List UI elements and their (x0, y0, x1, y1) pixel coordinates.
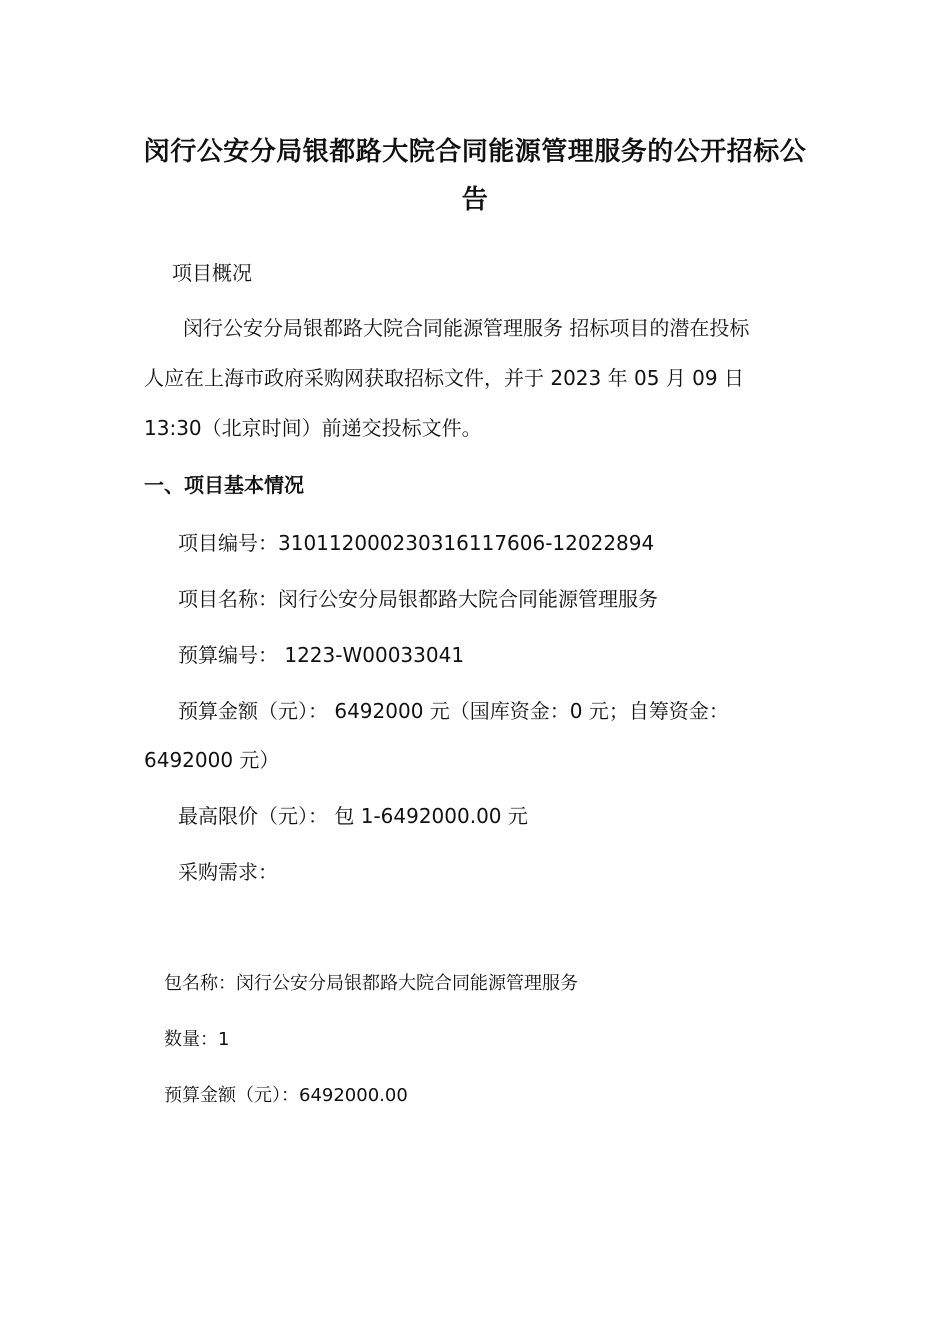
section-heading-basic-info: 一、项目基本情况 (144, 473, 304, 497)
overview-paragraph-line-1: 闵行公安分局银都路大院合同能源管理服务 招标项目的潜在投标 (183, 316, 750, 340)
package-quantity: 数量：1 (164, 1029, 230, 1050)
overview-heading: 项目概况 (172, 261, 252, 285)
budget-amount-line-2: 6492000 元） (144, 748, 280, 772)
project-name: 项目名称：闵行公安分局银都路大院合同能源管理服务 (178, 587, 658, 611)
budget-number: 预算编号： 1223-W00033041 (178, 643, 465, 667)
overview-paragraph-line-2: 人应在上海市政府采购网获取招标文件，并于 2023 年 05 月 09 日 (144, 366, 744, 390)
budget-amount-line-1: 预算金额（元）： 6492000 元（国库资金：0 元；自筹资金： (178, 699, 729, 723)
overview-paragraph-line-3: 13:30（北京时间）前递交投标文件。 (144, 416, 482, 440)
max-price: 最高限价（元）： 包 1-6492000.00 元 (178, 804, 528, 828)
project-number: 项目编号：310112000230316117606-12022894 (178, 531, 655, 555)
document-title: 闵行公安分局银都路大院合同能源管理服务的公开招标公告 (143, 137, 807, 215)
package-budget: 预算金额（元）：6492000.00 (164, 1085, 408, 1106)
procurement-needs-label: 采购需求： (178, 860, 278, 884)
package-name: 包名称：闵行公安分局银都路大院合同能源管理服务 (164, 973, 578, 994)
